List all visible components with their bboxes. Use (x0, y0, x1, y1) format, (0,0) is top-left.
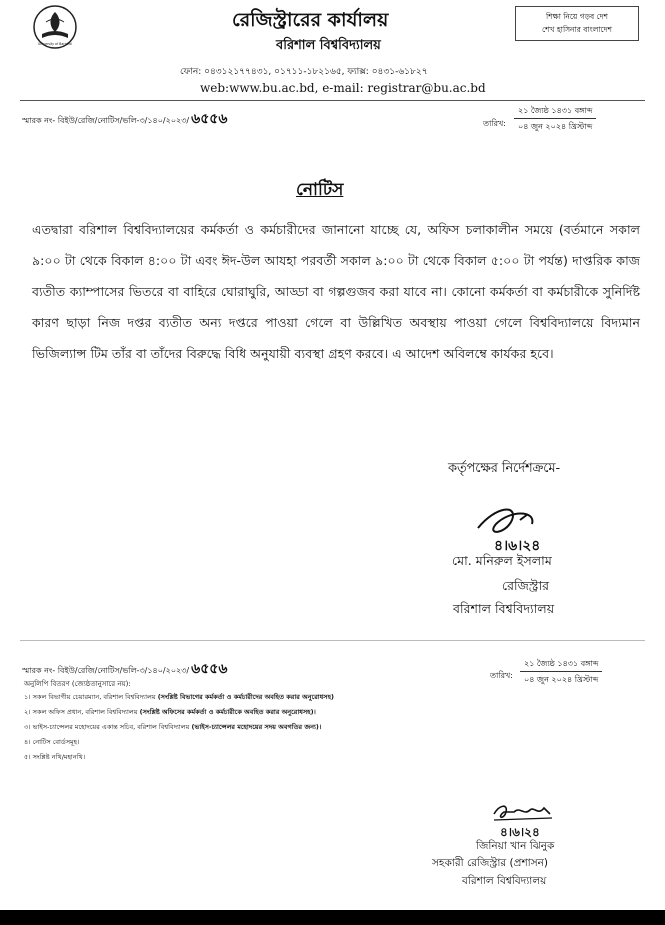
signatory2-name: জিনিয়া খান ঝিনুক (476, 840, 555, 852)
date-label: তারিখ: (483, 119, 506, 128)
notice-paragraph: এতদ্বারা বরিশাল বিশ্ববিদ্যালয়ের কর্মকর্তা ও কর্মচারীদের জানানো যাচ্ছে যে, অফিস চলাকালীন সময়ে (বর্তমানে সকাল ৯:০০ টা থেকে বিকাল ৪:০০ টা এবং ঈদ-উল আযহা পরবর্তী সকাল ৯:০০ টা থেকে বিকাল ৫:০০ টা পর্যন্ত) দাপ্তরিক কাজ ব্যতীত ক্যাম্পাসের ভিতরে বা বাহিরে ঘোরাঘুরি, আড্ডা বা গল্পগুজব করা যাবে না। কোনো কর্মকর্তা বা কর্মচারীকে সুনির্দিষ্ট কারণ ছাড়া নিজ দপ্তর ব্যতীত অন্য দপ্তরে পাওয়া গেলে বা উল্লিখিত অবস্থায় পাওয়া গেলে বিশ্ববিদ্যালয়ে বিদ্যমান ভিজিল্যান্স টিম তাঁর বা তাঁদের বিরুদ্ধে বিধি অনুযায়ী ব্যবস্থা গ্রহণ করবে। এ আদেশ অবিলম্বে কার্যকর হবে। (32, 222, 640, 361)
section-divider (20, 640, 645, 641)
memo-date (514, 103, 596, 134)
slogan-line-1: শিক্ষা নিয়ে গড়ব দেশ (546, 12, 608, 21)
office-title: রেজিস্ট্রারের কার্যালয় (232, 9, 389, 31)
cc-item-3: ৩। ভাইস-চ্যান্সেলর মহোদয়ের একান্ত সচিব, বরিশাল বিশ্ববিদ্যালয় (ভাইস-চ্যান্সেলর মহোদয়ের সদয় অবগতির জন্য)। (24, 723, 322, 731)
date-bangla: ২১ জ্যৈষ্ঠ ১৪৩১ বঙ্গাব্দ (514, 103, 596, 119)
signatory2-role: সহকারী রেজিস্ট্রার (প্রশাসন) (432, 857, 549, 869)
signature2-date: ৪।৬।২৪ (500, 825, 540, 839)
contact-info: ফোন: ০৪৩১২১৭৭৪৩১, ০১৭১১-১৮২১৬৫, ফ্যাক্স: ০৪৩১-৬১৮২৭ (180, 67, 428, 77)
notice-title: নোটিস (296, 180, 344, 200)
scan-bottom-edge (0, 910, 665, 925)
by-order-text: কর্তৃপক্ষের নির্দেশক্রমে- (448, 461, 561, 476)
notice-body (32, 214, 640, 369)
memo-reference (22, 107, 228, 131)
web-email: web:www.bu.ac.bd, e-mail: registrar@bu.ac.bd (200, 81, 486, 95)
memo2-ref-label: স্মারক নং- বিইউ/রেজি/নোটিস/ভলি-৩/১৪০/২০২৩/ (22, 666, 190, 675)
signatory-name: মো. মনিরুল ইসলাম (452, 553, 552, 568)
assistant-registrar-signature (490, 800, 560, 840)
cc-item-2: ২। সকল অফিস প্রধান, বরিশাল বিশ্ববিদ্যালয় (সংশ্লিষ্ট অফিসের কর্মকর্তা ও কর্মচারীকে অবহিত করার অনুরোধসহ)। (24, 708, 316, 716)
cc-label: অনুলিপি বিতরণ (জ্যেষ্ঠতানুসারে নয়): (24, 680, 131, 688)
slogan-line-2: শেখ হাসিনার বাংলাদেশ (542, 25, 612, 34)
university-logo (32, 4, 78, 50)
memo2-date (520, 656, 602, 687)
signatory2-university: বরিশাল বিশ্ববিদ্যালয় (462, 875, 547, 887)
signatory-university: বরিশাল বিশ্ববিদ্যালয় (453, 601, 555, 616)
date-english: ০৪ জুন ২০২৪ খ্রিস্টাব্দ (518, 122, 593, 131)
logo-text: University of Barishal (37, 42, 73, 46)
memo2-ref-number: ৬৫৫৬ (191, 661, 228, 677)
cc-item-4: ৪। নোটিস বোর্ডসমূহ। (24, 738, 80, 746)
signature-date: ৪।৬।২৪ (494, 538, 541, 554)
memo-ref-number: ৬৫৫৬ (191, 111, 228, 127)
date2-bangla: ২১ জ্যৈষ্ঠ ১৪৩১ বঙ্গাব্দ (520, 656, 602, 672)
date2-english: ০৪ জুন ২০২৪ খ্রিস্টাব্দ (524, 675, 599, 684)
header-divider (20, 100, 645, 101)
slogan-box (515, 6, 639, 41)
memo-ref-label: স্মারক নং- বিইউ/রেজি/নোটিস/ভলি-৩/১৪০/২০২৩/ (22, 116, 190, 125)
cc-item-5: ৫। সংশ্লিষ্ট নথি/মহানথি। (24, 753, 86, 761)
registrar-signature (466, 500, 576, 560)
cc-item-1: ১। সকল বিভাগীয় চেয়ারম্যান, বরিশাল বিশ্ববিদ্যালয় (সংশ্লিষ্ট বিভাগের কর্মকর্তা ও কর্মচারীদের অবহিত করার অনুরোধসহ) (24, 693, 334, 701)
signatory-role: রেজিস্ট্রার (502, 578, 550, 593)
date2-label: তারিখ: (490, 671, 513, 680)
university-name: বরিশাল বিশ্ববিদ্যালয় (276, 38, 381, 53)
